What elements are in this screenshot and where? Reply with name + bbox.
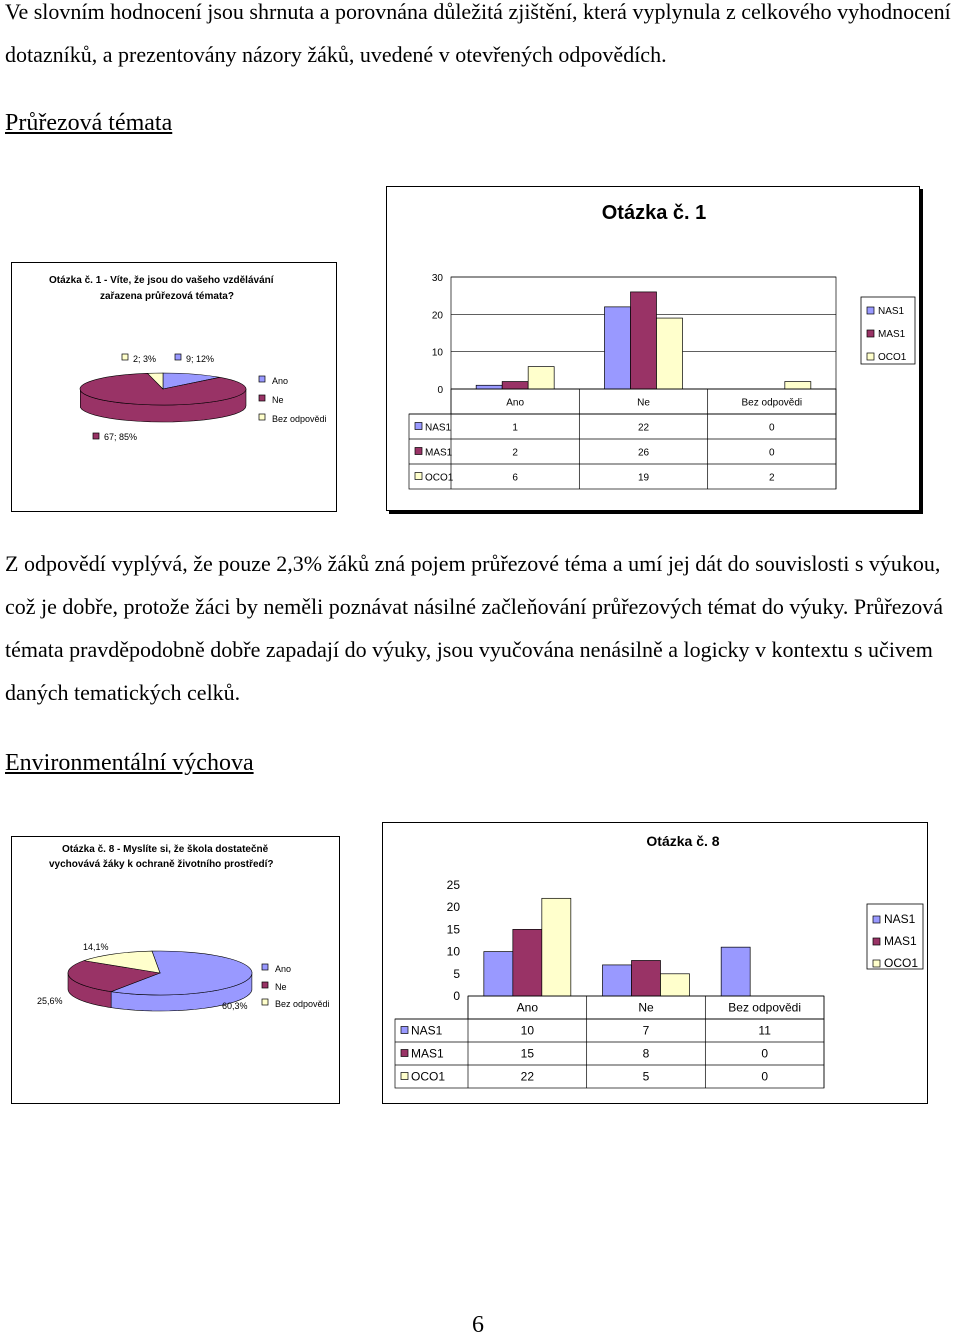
bar-chart-q8 [382,822,928,1104]
bar-q1-ytick-3: 30 [431,273,443,284]
pie-chart-title-line2: zařazena průřezová témata? [100,291,234,302]
bar-q1-table-series-MAS1: MAS1 [425,447,453,459]
bar-q1-category-0: Ano [506,397,525,409]
legend-swatch-ne [259,395,265,401]
intro-paragraph: Ve slovním hodnocení jsou shrnuta a porovnána důležitá zjištění, která vyplynula z celkového vyhodnocení dotazníků, a prezentovány názory žáků, uvedené v otevřených odpovědích. [5,0,951,67]
legend-swatch-bez [259,414,265,420]
pie-chart-q8-title-line1: Otázka č. 8 - Myslíte si, že škola dostatečně [62,844,269,855]
pie-chart-q8-svg [12,837,341,1105]
pie-chart-title-line1: Otázka č. 1 - Víte, že jsou do vašeho vzdělávání [49,275,274,286]
bar-q1-table-key-MAS1 [415,448,422,455]
bar-q8-table-key-MAS1 [401,1050,408,1057]
bar-q1-table-key-NAS1 [415,423,422,430]
bar-q1-bar-OCO1-0 [528,367,554,389]
bar-q1-table-series-OCO1: OCO1 [425,472,454,484]
legend-label-bez: Bez odpovědi [272,414,327,424]
bar-q1-cell-MAS1-2: 0 [769,447,775,459]
bar-q8-category-2: Bez odpovědi [728,1000,802,1015]
bar-q8-bar-OCO1-0 [542,898,571,996]
bar-q8-bar-OCO1-1 [661,974,690,996]
bar-q8-category-1: Ne [638,1000,654,1015]
bar-q1-legend-label-OCO1: OCO1 [878,352,907,363]
bar-q8-legend-swatch-NAS1 [873,916,880,923]
legend-q8-label-ne: Ne [275,982,287,992]
bar-q1-legend-label-MAS1: MAS1 [878,329,906,340]
bar-q8-bar-NAS1-1 [603,965,632,996]
bar-q1-bar-NAS1-1 [605,307,631,389]
bar-q8-bar-MAS1-0 [513,929,542,996]
pie-q8-label-bez: 14,1% [83,942,109,952]
bar-q8-cell-OCO1-0: 22 [520,1069,535,1084]
bar-q8-legend-swatch-MAS1 [873,938,880,945]
bar-q8-bar-NAS1-2 [721,947,750,996]
bar-q1-cell-NAS1-2: 0 [769,422,775,434]
legend-q8-swatch-ano [262,964,268,970]
bar-q8-bar-NAS1-0 [484,952,513,996]
bar-q1-cell-OCO1-0: 6 [512,472,518,484]
legend-q8-label-bez: Bez odpovědi [275,999,330,1009]
bar-q1-ytick-1: 10 [431,347,443,359]
bar-q8-cell-NAS1-1: 7 [642,1023,650,1038]
pie-chart-q1 [11,262,337,512]
bar-q8-cell-OCO1-2: 0 [761,1069,769,1084]
pie-q1-slices [80,373,246,422]
bar-q8-cell-MAS1-2: 0 [761,1046,769,1061]
bar-q8-category-0: Ano [516,1000,539,1015]
pie-chart-q1-svg [12,263,338,513]
legend-q8-swatch-ne [262,982,268,988]
pie-q8-label-ne: 25,6% [37,996,63,1006]
bar-q8-cell-MAS1-0: 15 [520,1046,535,1061]
bar-q8-legend-swatch-OCO1 [873,960,880,967]
bar-q8-ytick-0: 0 [453,989,460,1003]
page-number: 6 [472,1312,484,1338]
bar-q8-table-key-NAS1 [401,1027,408,1034]
bar-q1-legend-swatch-NAS1 [867,307,874,314]
pie-q1-label-bez: 2; 3% [133,354,157,364]
pie-q1-label-swatch-bez [122,354,128,360]
bar-q8-table-key-OCO1 [401,1073,408,1080]
bar-q1-bar-NAS1-0 [476,385,502,389]
bar-q1-category-2: Bez odpovědi [741,397,803,409]
bar-q8-cell-NAS1-2: 11 [758,1023,771,1038]
bar-q1-bar-MAS1-0 [502,382,528,389]
bar-q8-legend-label-NAS1: NAS1 [884,912,916,926]
bar-q1-legend-label-NAS1: NAS1 [878,306,905,317]
bar-q8-table-series-MAS1: MAS1 [411,1046,444,1061]
bar-chart-q8-plot [395,878,923,1088]
bar-q1-ytick-2: 20 [431,310,443,322]
cross-curricular-paragraph: Z odpovědí vyplývá, že pouze 2,3% žáků zná pojem průřezové téma a umí jej dát do souvislosti s výukou, což je dobře, protože žáci by neměli poznávat násilné začleňování průřezových témat do výuky. Průřezová témata pravděpodobně dobře zapadají do výuky, jsou vyučována nenásilně a logicky v kontextu s učivem daných tematických celků. [5,551,944,705]
bar-chart-q8-svg [383,823,929,1105]
bar-q1-cell-NAS1-0: 1 [512,422,518,434]
bar-q1-cell-NAS1-1: 22 [637,422,650,434]
bar-q8-ytick-1: 5 [453,966,460,981]
bar-q8-table-series-NAS1: NAS1 [411,1023,443,1038]
bar-q8-cell-OCO1-1: 5 [642,1069,650,1084]
pie-chart-q8 [11,836,340,1104]
bar-q8-ytick-2: 10 [446,944,460,959]
bar-q1-table-series-NAS1: NAS1 [425,422,452,434]
bar-q1-cell-MAS1-1: 26 [637,447,650,459]
bar-q1-cell-MAS1-0: 2 [512,447,518,459]
bar-q8-legend-label-OCO1: OCO1 [884,956,919,970]
bar-q8-ytick-4: 20 [446,900,460,915]
bar-q1-cell-OCO1-1: 19 [637,472,650,484]
bar-q8-cell-NAS1-0: 10 [520,1023,535,1038]
bar-chart-q1-title: Otázka č. 1 [601,202,707,224]
bar-q1-bar-OCO1-2 [785,382,811,389]
pie-q1-label-ano: 9; 12% [186,354,215,364]
pie-q1-label-swatch-ne [93,433,99,439]
bar-q8-bar-MAS1-1 [632,960,661,996]
legend-q8-label-ano: Ano [275,964,292,974]
bar-q1-bar-OCO1-1 [657,318,683,389]
bar-chart-q1 [386,186,920,511]
bar-chart-q8-title: Otázka č. 8 [646,833,720,849]
bar-chart-q1-svg [387,187,921,512]
pie-q1-label-swatch-ano [175,354,181,360]
section-heading-environmental: Environmentální výchova [5,750,254,776]
bar-q1-cell-OCO1-2: 2 [769,472,775,484]
pie-q1-label-ne: 67; 85% [104,432,138,442]
section-heading-cross-curricular: Průřezová témata [5,110,173,136]
bar-q8-cell-MAS1-1: 8 [642,1046,650,1061]
legend-label-ano: Ano [272,376,289,386]
bar-chart-q1-plot [409,273,915,489]
bar-q8-ytick-3: 15 [446,922,460,937]
bar-q1-ytick-0: 0 [437,385,443,396]
bar-q8-table-series-OCO1: OCO1 [411,1069,446,1084]
bar-q1-legend-swatch-MAS1 [867,330,874,337]
bar-q1-bar-MAS1-1 [631,292,657,389]
bar-q1-category-1: Ne [637,397,650,409]
legend-label-ne: Ne [272,395,284,405]
bar-q1-table-key-OCO1 [415,473,422,480]
bar-q8-legend-label-MAS1: MAS1 [884,934,917,948]
bar-q1-legend-swatch-OCO1 [867,353,874,360]
pie-q8-label-ano: 60,3% [222,1001,248,1011]
legend-q8-swatch-bez [262,999,268,1005]
legend-swatch-ano [259,376,265,382]
pie-chart-q8-title-line2: vychovává žáky k ochraně životního prostředí? [49,859,274,870]
bar-q8-ytick-5: 25 [446,878,460,892]
